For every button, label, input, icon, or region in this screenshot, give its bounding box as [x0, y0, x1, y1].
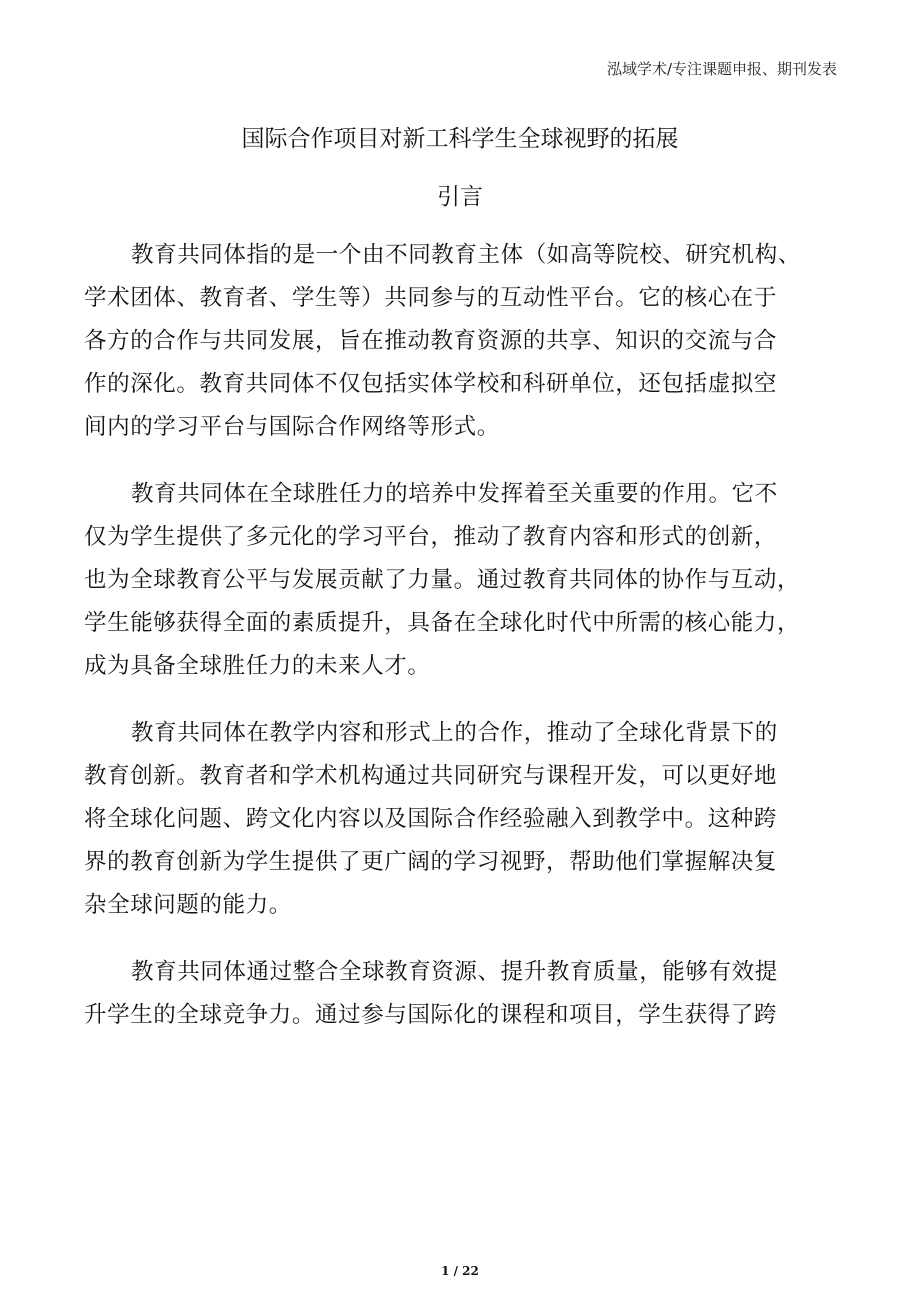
text-line: 作的深化。教育共同体不仅包括实体学校和科研单位，还包括虚拟空 — [84, 371, 778, 397]
text-line: 杂全球问题的能力。 — [84, 892, 292, 918]
document-body — [84, 234, 864, 1061]
text-line: 各方的合作与共同发展，旨在推动教育资源的共享、知识的交流与合 — [84, 328, 778, 354]
text-line: 成为具备全球胜任力的未来人才。 — [84, 653, 431, 679]
document-title: 国际合作项目对新工科学生全球视野的拓展 — [241, 126, 679, 152]
paragraph-4 — [84, 951, 864, 1037]
text-line: 界的教育创新为学生提供了更广阔的学习视野，帮助他们掌握解决复 — [84, 849, 778, 875]
text-line: 教育共同体通过整合全球教育资源、提升教育质量，能够有效提 — [131, 959, 778, 985]
paragraph-3 — [84, 712, 864, 927]
text-line: 教育共同体在教学内容和形式上的合作，推动了全球化背景下的 — [131, 720, 778, 746]
text-line: 教育共同体指的是一个由不同教育主体（如高等院校、研究机构、 — [131, 242, 801, 268]
text-line: 学术团体、教育者、学生等）共同参与的互动性平台。它的核心在于 — [84, 285, 778, 311]
text-line: 将全球化问题、跨文化内容以及国际合作经验融入到教学中。这种跨 — [84, 806, 778, 832]
text-line: 仅为学生提供了多元化的学习平台，推动了教育内容和形式的创新， — [84, 524, 778, 550]
header-note: 泓域学术/专注课题申报、期刊发表 — [606, 60, 837, 78]
paragraph-1 — [84, 234, 864, 449]
paragraph-2 — [84, 473, 864, 688]
text-line: 升学生的全球竞争力。通过参与国际化的课程和项目，学生获得了跨 — [84, 1002, 778, 1028]
section-heading: 引言 — [437, 184, 483, 210]
text-line: 也为全球教育公平与发展贡献了力量。通过教育共同体的协作与互动， — [84, 567, 801, 593]
page-number: 1 / 22 — [441, 1264, 479, 1278]
text-line: 学生能够获得全面的素质提升，具备在全球化时代中所需的核心能力， — [84, 610, 801, 636]
text-line: 教育共同体在全球胜任力的培养中发挥着至关重要的作用。它不 — [131, 481, 778, 507]
text-line: 间内的学习平台与国际合作网络等形式。 — [84, 414, 500, 440]
text-line: 教育创新。教育者和学术机构通过共同研究与课程开发，可以更好地 — [84, 763, 778, 789]
